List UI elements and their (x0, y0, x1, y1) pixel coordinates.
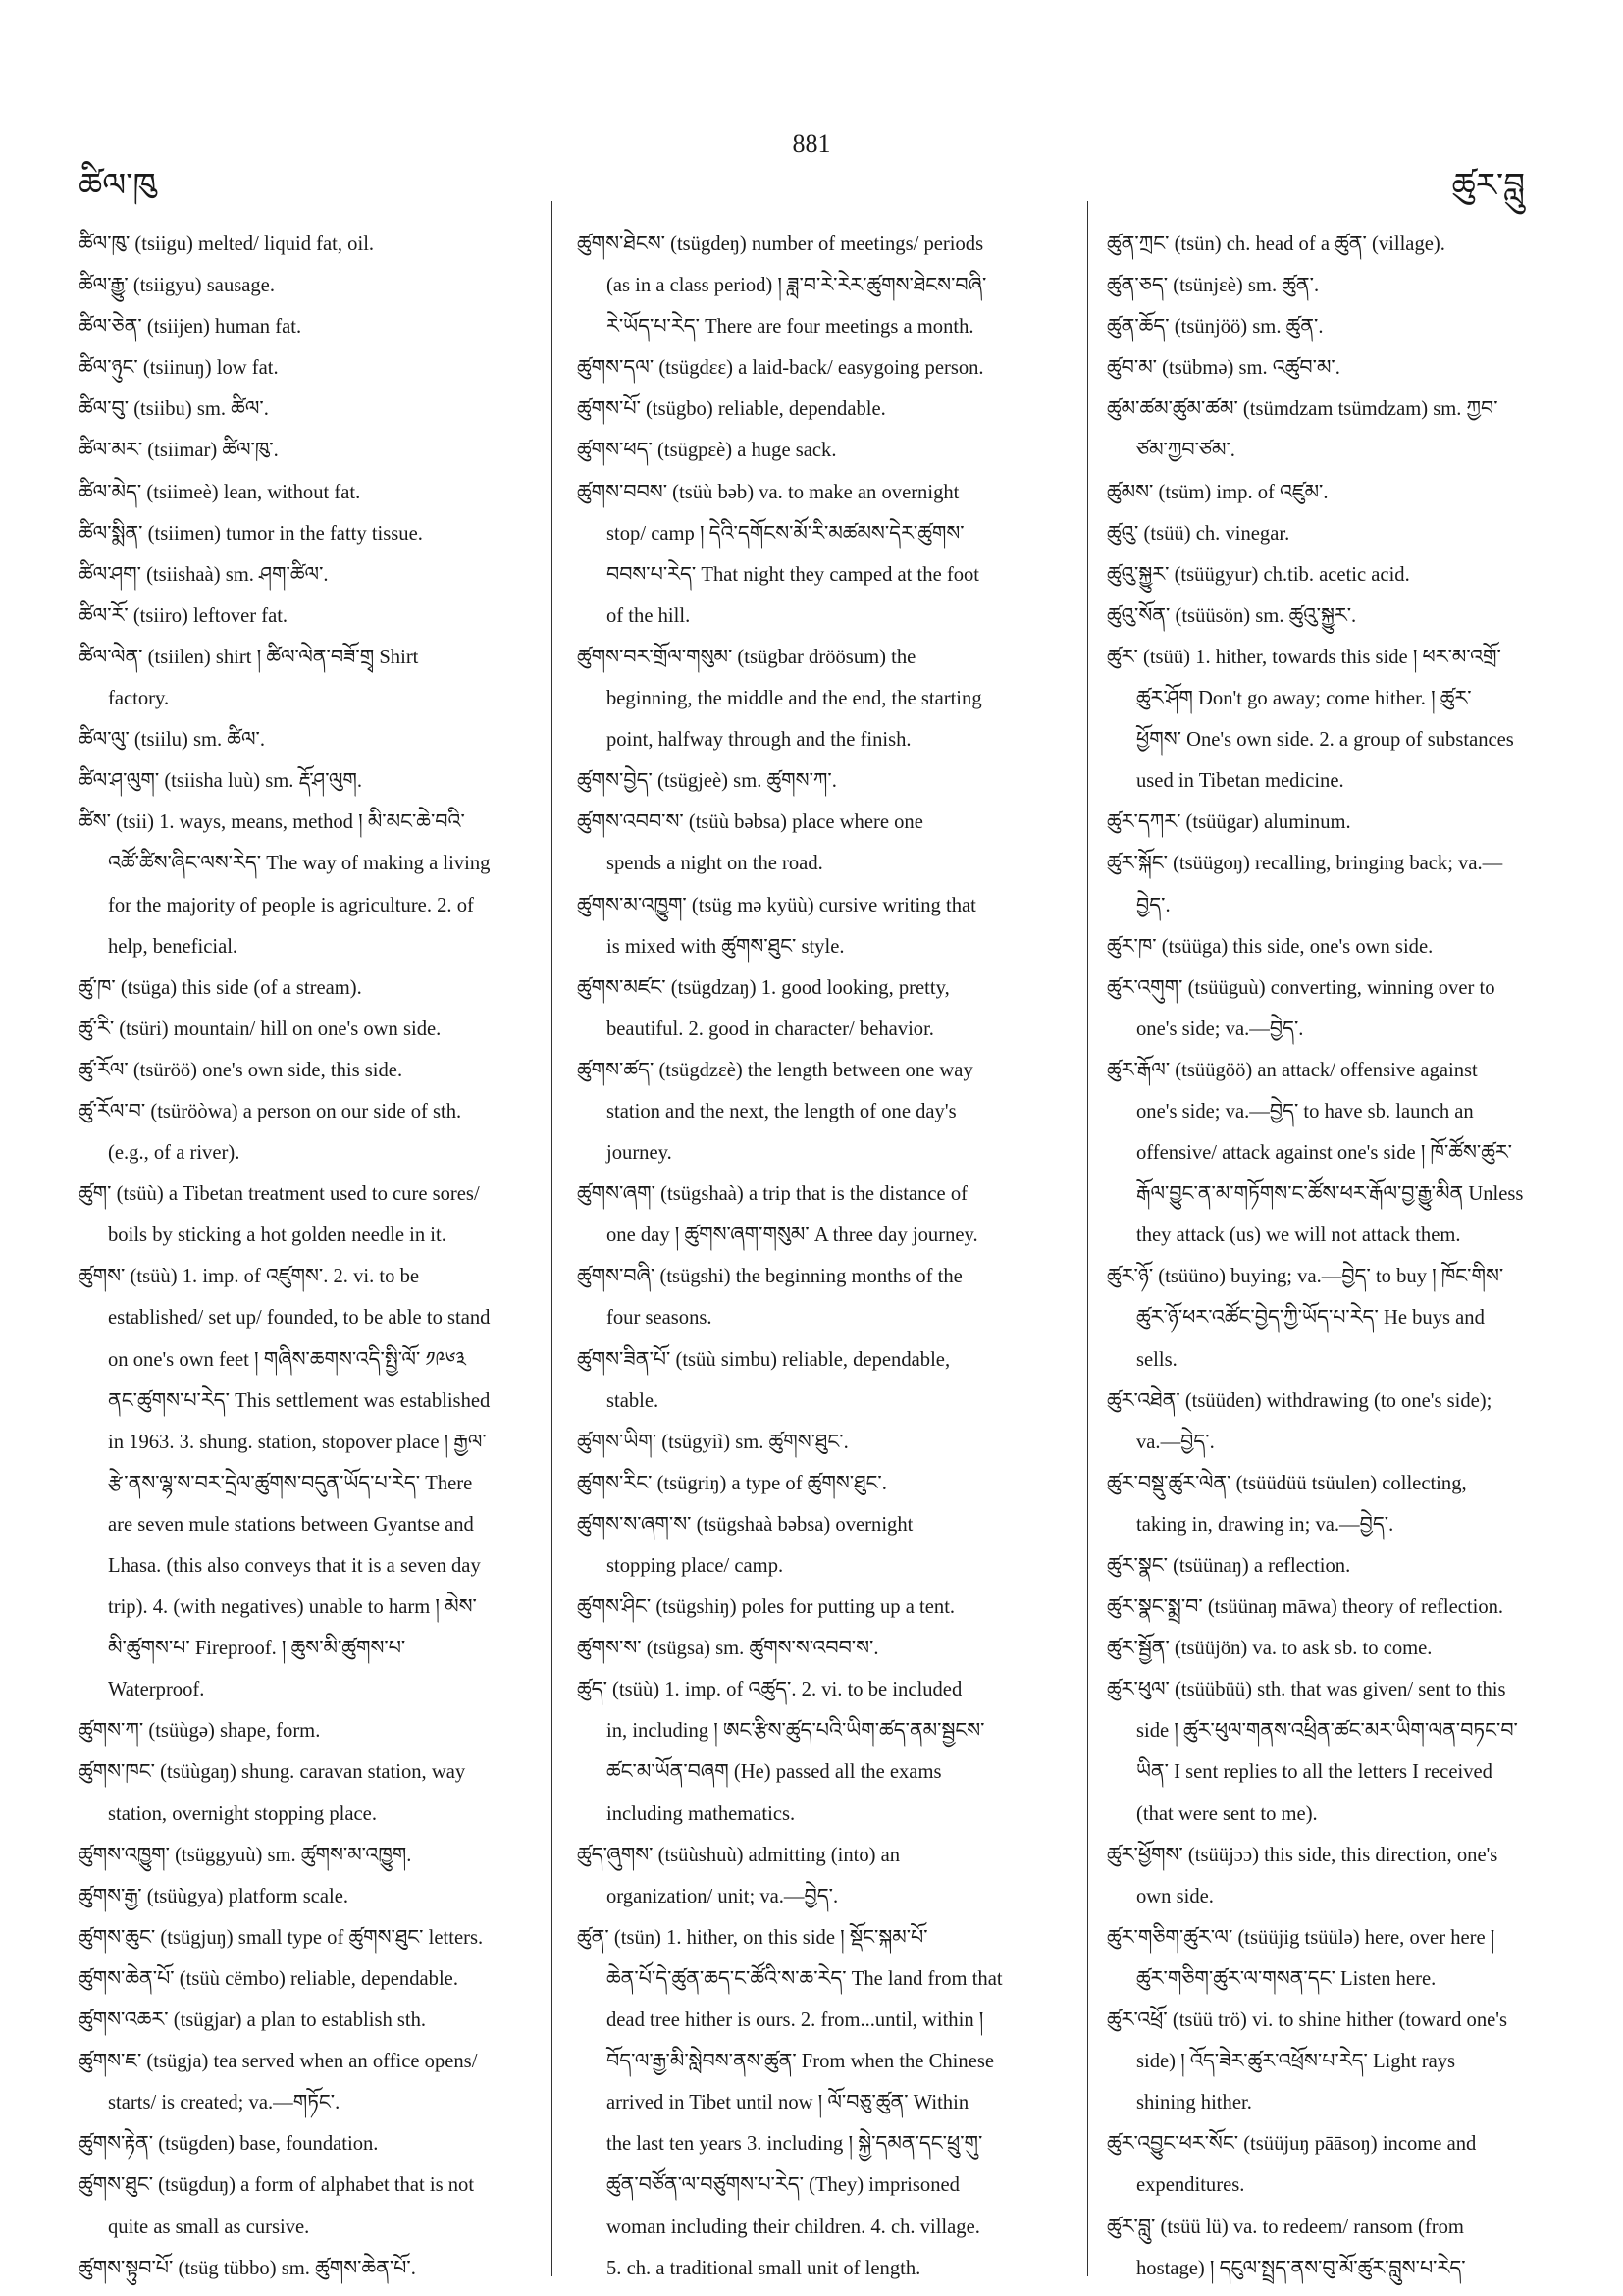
entry-line: ཚུགས་བྱེད་ (tsügjeè) sm. ཚུགས་ཀ་. (577, 770, 837, 793)
entry-line: ཚུའུ་སོན་ (tsüüsön) sm. ཚུའུ་སྐྱུར་. (1107, 604, 1357, 627)
entry-line: ཚུབ་མ་ (tsübmə) sm. འཚུབ་མ་. (1107, 357, 1340, 380)
entry-continuation-line: station and the next, the length of one day's (606, 1100, 957, 1122)
entry-continuation-line: ཚུར་ཉོ་ཕར་འཚོང་བྱེད་ཀྱི་ཡོད་པ་རེད་ He buys and (1136, 1307, 1485, 1330)
entry-line: ཚུགས་བར་གྲོལ་གསུམ་ (tsügbar dröösum) the (577, 646, 916, 668)
entry-line: ཚུགས་ཀ་ (tsüùgə) shape, form. (79, 1720, 321, 1743)
entry-continuation-line: one's side; va.—བྱེད་ to have sb. launch an (1136, 1100, 1474, 1122)
entry-continuation-line: མི་ཚུགས་པ་ Fireproof. ། ཆུས་མི་ཚུགས་པ་ (108, 1638, 406, 1660)
entry-continuation-line: (that were sent to me). (1136, 1802, 1318, 1825)
entry-continuation-line: for the majority of people is agriculture. 2. of (108, 894, 474, 916)
entry-line: ཚུགས་ཞག་ (tsügshaà) a trip that is the distance of (577, 1183, 968, 1206)
entry-line: ཚུམས་ (tsüm) imp. of འཛུམ་. (1107, 481, 1329, 503)
entry-line: ཚུར་རྒོལ་ (tsüügöö) an attack/ offensive against (1107, 1059, 1478, 1081)
entry-line: ཚུར་བླུ་ (tsüü lü) va. to redeem/ ransom (from (1107, 2216, 1464, 2238)
entry-continuation-line: on one's own feet ། གཞིས་ཆགས་འདི་སྤྱི་ལོ་ ༡༩༦༣ (108, 1348, 467, 1371)
entry-line: ཚིལ་བུ་ (tsiibu) sm. ཚིལ་. (79, 398, 269, 421)
entry-line: ཚུགས་པོ་ (tsügbo) reliable, dependable. (577, 398, 886, 421)
entry-continuation-line: in, including ། ཨང་རྩིས་ཚུད་པའི་ཡིག་ཚད་ནམ་སྦྱངས་ (606, 1720, 985, 1743)
entry-line: ཚུགས་ཚད་ (tsügdzεè) the length between one way (577, 1059, 973, 1081)
entry-continuation-line: own side. (1136, 1885, 1214, 1907)
entry-line: ཚུགས་མ་འཁྱུག་ (tsüg mə kyüù) cursive writing that (577, 894, 976, 916)
entry-line: ཚུགས་རིང་ (tsügriŋ) a type of ཚུགས་ཐུང་. (577, 1472, 887, 1494)
entry-line: ཚུགས་ཟིན་པོ་ (tsüù simbu) reliable, dependable, (577, 1348, 951, 1371)
entry-continuation-line: shining hither. (1136, 2092, 1252, 2114)
entry-continuation-line: ཚང་མ་ཡོན་བཞག (He) passed all the exams (606, 1761, 942, 1784)
entry-line: ཚུམ་ཚམ་ཚུམ་ཚམ་ (tsümdzam tsümdzam) sm. ཀྱབ་ (1107, 398, 1498, 421)
entry-line: ཚུར་ཉོ་ (tsüüno) buying; va.—བྱེད་ to buy ། ཁོང་གིས་ (1107, 1266, 1504, 1288)
entry-line: ཚིལ་སྨིན་ (tsiimen) tumor in the fatty tissue. (79, 522, 423, 545)
entry-line: ཚུར་ (tsüü) 1. hither, towards this side ། ཕར་མ་འགྲོ་ (1107, 646, 1501, 668)
entry-continuation-line: journey. (606, 1142, 672, 1165)
entry-line: ཚུགས་འཆར་ (tsügjar) a plan to establish sth. (79, 2009, 427, 2032)
entry-continuation-line: ནང་ཚུགས་པ་རེད་ This settlement was established (108, 1389, 491, 1412)
entry-line: ཚུགས་ (tsüù) 1. imp. of འཛུགས་. 2. vi. to be (79, 1266, 420, 1288)
entry-continuation-line: is mixed with ཚུགས་ཐུང་ style. (606, 935, 845, 958)
entry-continuation-line: (e.g., of a river). (108, 1142, 240, 1165)
entry-line: ཚུན་ཅད་ (tsünjεè) sm. ཚུན་. (1107, 275, 1320, 297)
entry-line: ཚུར་གཅིག་ཚུར་ལ་ (tsüüjig tsüülə) here, over here ། (1107, 1926, 1495, 1949)
entry-line: ཚུན་ཀྲང་ (tsün) ch. head of a ཚུན་ (village). (1107, 234, 1445, 255)
entry-line: ཚུ་ཁ་ (tsüga) this side (of a stream). (79, 976, 362, 999)
entry-line: ཚུར་འཕྲོ་ (tsüü trö) vi. to shine hither (toward one's (1107, 2009, 1508, 2032)
entry-line: ཚིལ་ལེན་ (tsiilen) shirt ། ཚིལ་ལེན་བཟོ་གྲྭ Shirt (79, 646, 419, 668)
entry-line: ཚུགས་འབབ་ས་ (tsüù bəbsa) place where one (577, 811, 923, 834)
entry-line: ཚུགས་ས་ཞག་ས་ (tsügshaà bəbsa) overnight (577, 1513, 914, 1536)
dictionary-column-2 (577, 224, 1068, 2289)
entry-continuation-line: help, beneficial. (108, 935, 238, 958)
entry-line: ཚུར་ཕུལ་ (tsüübüü) sth. that was given/ sent to this (1107, 1679, 1506, 1701)
entry-continuation-line: beginning, the middle and the end, the starting (606, 688, 982, 710)
entry-line: ཚུགས་ཕད་ (tsügpεè) a huge sack. (577, 440, 837, 462)
entry-line: ཚུགས་ཤིང་ (tsügshiŋ) poles for putting up a tent. (577, 1596, 956, 1619)
entry-continuation-line: quite as small as cursive. (108, 2216, 310, 2238)
entry-line: ཚིལ་མེད་ (tsiimeè) lean, without fat. (79, 481, 361, 503)
entry-continuation-line: offensive/ attack against one's side ། ཁོ་ཚོས་ཚུར་ (1136, 1142, 1513, 1165)
entry-continuation-line: taking in, drawing in; va.—བྱེད་. (1136, 1513, 1394, 1536)
entry-continuation-line: established/ set up/ founded, to be able to stand (108, 1307, 491, 1330)
entry-line: ཚུར་དཀར་ (tsüügar) aluminum. (1107, 811, 1351, 834)
entry-continuation-line: dead tree hither is ours. 2. from...until, within ། (606, 2009, 984, 2032)
entry-line: ཚུགས་ཆེན་པོ་ (tsüù cëmbo) reliable, dependable. (79, 1967, 458, 1990)
entry-continuation-line: including mathematics. (606, 1802, 796, 1825)
guide-word-left: ཚིལ་ཁུ (79, 166, 157, 205)
entry-line: ཚུར་སྣང་སྨྲ་བ་ (tsüünaŋ māwa) theory of reflection. (1107, 1596, 1504, 1619)
entry-continuation-line: starts/ is created; va.—གཏོང་. (108, 2092, 340, 2114)
entry-continuation-line: point, halfway through and the finish. (606, 729, 912, 752)
entry-continuation-line: va.—བྱེད་. (1136, 1431, 1215, 1453)
entry-line: ཚིལ་ལུ་ (tsiilu) sm. ཚིལ་. (79, 729, 265, 752)
entry-line: ཚུའུ་ (tsüü) ch. vinegar. (1107, 522, 1290, 545)
dictionary-column-1 (79, 224, 528, 2289)
entry-line: ཚིལ་མར་ (tsiimar) ཚིལ་ཁུ་. (79, 440, 279, 462)
entry-continuation-line: (as in a class period) ། ཟླ་བ་རེ་རེར་ཚུགས་ཐེངས་བཞི་ (606, 275, 987, 297)
entry-continuation-line: ཚུན་བཙོན་ལ་བཙུགས་པ་རེད་ (They) imprisoned (606, 2174, 960, 2197)
entry-continuation-line: ཙམ་ཀྱབ་ཙམ་. (1136, 440, 1235, 462)
entry-line: ཚིལ་ཁུ་ (tsiigu) melted/ liquid fat, oil. (79, 234, 375, 255)
entry-continuation-line: རྒོལ་བྱུང་ན་མ་གཏོགས་ང་ཚོས་ཕར་རྒོལ་བྱ་རྒྱུ་མིན Unless (1136, 1183, 1524, 1206)
entry-continuation-line: stopping place/ camp. (606, 1555, 784, 1577)
entry-line: ཚུད་ཞུགས་ (tsüùshuù) admitting (into) an (577, 1844, 901, 1866)
entry-line: ཚུ་རི་ (tsüri) mountain/ hill on one's own side. (79, 1018, 442, 1040)
entry-continuation-line: Lhasa. (this also conveys that it is a seven day (108, 1555, 481, 1577)
entry-line: ཚུད་ (tsüù) 1. imp. of འཚུད་. 2. vi. to be included (577, 1679, 963, 1701)
entry-line: ཚིལ་ཤག་ (tsiishaà) sm. ཤག་ཚིལ་. (79, 563, 329, 586)
entry-continuation-line: hostage) ། དངུལ་སྤྲད་ནས་བུ་མོ་ཚུར་བླུས་པ་རེད་ (1136, 2257, 1466, 2279)
entry-line: ཚུན་ཆོད་ (tsünjöö) sm. ཚུན་. (1107, 316, 1324, 339)
entry-continuation-line: Waterproof. (108, 1679, 205, 1701)
entry-line: ཚུགས་ཐུང་ (tsügduŋ) a form of alphabet that is not (79, 2174, 475, 2197)
entry-line: ཚུགས་མཛང་ (tsügdzaŋ) 1. good looking, pretty, (577, 976, 950, 999)
entry-continuation-line: ཚུར་ཤོག Don't go away; come hither. ། ཚུར་ (1136, 688, 1472, 710)
column-divider (551, 201, 552, 2276)
entry-line: ཚུགས་རྒྱ་ (tsüùgya) platform scale. (79, 1885, 349, 1907)
entry-continuation-line: བོད་ལ་རྒྱ་མི་སླེབས་ནས་ཚུན་ From when the Chinese (606, 2051, 994, 2073)
entry-continuation-line: factory. (108, 688, 170, 710)
entry-continuation-line: woman including their children. 4. ch. village. (606, 2216, 980, 2238)
entry-continuation-line: བབས་པ་རེད་ That night they camped at the foot (606, 563, 980, 586)
entry-continuation-line: འཚོ་ཚིས་ཞིང་ལས་རེད་ The way of making a living (108, 853, 491, 875)
entry-line: ཚུར་ཁ་ (tsüüga) this side, one's own side. (1107, 935, 1434, 958)
entry-line: ཚུགས་རྟེན་ (tsügden) base, foundation. (79, 2133, 379, 2156)
entry-line: ཚུགས་སྟུབ་པོ་ (tsüg tübbo) sm. ཚུགས་ཆེན་པོ་. (79, 2257, 416, 2279)
entry-line: ཚུར་འབྱུང་ཕར་སོང་ (tsüüjuŋ pāāsoŋ) income and (1107, 2133, 1477, 2156)
entry-continuation-line: trip). 4. (with negatives) unable to harm ། མེས་ (108, 1596, 477, 1619)
entry-line: ཚིལ་རྒྱུ་ (tsiigyu) sausage. (79, 275, 275, 297)
entry-line: ཚུགས་ཡིག་ (tsügyiì) sm. ཚུགས་ཐུང་. (577, 1431, 849, 1453)
entry-continuation-line: stable. (606, 1389, 659, 1412)
entry-continuation-line: one day ། ཚུགས་ཞག་གསུམ་ A three day journey. (606, 1225, 978, 1247)
entry-line: ཚུར་སྐོང་ (tsüügoŋ) recalling, bringing back; va.— (1107, 853, 1503, 875)
dictionary-column-3 (1107, 224, 1597, 2289)
entry-line: ཚུགས་ཇ་ (tsügja) tea served when an office opens/ (79, 2051, 478, 2073)
entry-continuation-line: side) ། འོད་ཟེར་ཚུར་འཕྲོས་པ་རེད་ Light rays (1136, 2051, 1456, 2073)
entry-line: ཚུར་ཕྱོགས་ (tsüüjɔɔ) this side, this direction, one's (1107, 1844, 1498, 1866)
entry-line: ཚུགས་བབས་ (tsüù bəb) va. to make an overnight (577, 481, 960, 503)
entry-line: ཚིལ་རོ་ (tsiiro) leftover fat. (79, 604, 288, 627)
entry-line: ཚུར་འཐེན་ (tsüüden) withdrawing (to one's side); (1107, 1389, 1492, 1412)
entry-continuation-line: side ། ཚུར་ཕུལ་གནས་འཕྲིན་ཚང་མར་ཡིག་ལན་བཏང་བ་ (1136, 1720, 1518, 1743)
entry-continuation-line: they attack (us) we will not attack them. (1136, 1225, 1461, 1247)
entry-continuation-line: in 1963. 3. shung. station, stopover place ། རྒྱལ་ (108, 1431, 487, 1453)
entry-line: ཚུར་བསྡུ་ཚུར་ལེན་ (tsüüdüü tsüulen) collecting, (1107, 1472, 1467, 1494)
entry-line: ཚིས་ (tsii) 1. ways, means, method ། མི་མང་ཆེ་བའི་ (79, 811, 465, 834)
entry-line: ཚིལ་ཉུང་ (tsiinuŋ) low fat. (79, 357, 279, 380)
entry-continuation-line: used in Tibetan medicine. (1136, 770, 1344, 793)
entry-continuation-line: stop/ camp ། དེའི་དགོངས་མོ་རི་མཚམས་དེར་ཚུགས་ (606, 522, 965, 545)
entry-continuation-line: are seven mule stations between Gyantse and (108, 1513, 474, 1536)
entry-line: ཚུགས་དལ་ (tsügdεε) a laid-back/ easygoing person. (577, 357, 984, 380)
entry-line: ཚུགས་ས་ (tsügsa) sm. ཚུགས་ས་འབབ་ས་. (577, 1638, 879, 1660)
entry-continuation-line: of the hill. (606, 604, 691, 627)
entry-line: ཚུ་རོལ་ (tsüröö) one's own side, this side. (79, 1059, 403, 1081)
entry-continuation-line: beautiful. 2. good in character/ behavior. (606, 1018, 934, 1040)
entry-continuation-line: boils by sticking a hot golden needle in it. (108, 1225, 446, 1247)
entry-line: ཚུགས་འཁྱུག་ (tsüggyuù) sm. ཚུགས་མ་འཁྱུག. (79, 1844, 412, 1866)
entry-continuation-line: one's side; va.—བྱེད་. (1136, 1018, 1304, 1040)
guide-word-right: ཚུར་བླུ (1451, 166, 1525, 205)
entry-continuation-line: ཕྱོགས་ One's own side. 2. a group of substances (1136, 729, 1514, 752)
entry-continuation-line: the last ten years 3. including ། སྐྱེ་དམན་དང་ཕྲུ་གུ་ (606, 2133, 983, 2156)
entry-continuation-line: expenditures. (1136, 2174, 1245, 2197)
entry-continuation-line: arrived in Tibet until now ། ལོ་བཅུ་ཚུན་ Within (606, 2092, 969, 2114)
entry-continuation-line: sells. (1136, 1348, 1178, 1371)
entry-line: ཚུགས་ཆུང་ (tsügjuŋ) small type of ཚུགས་ཐུང་ letters. (79, 1926, 484, 1949)
column-divider (1087, 201, 1088, 2276)
page-number: 881 (792, 130, 831, 158)
entry-line: ཚུག་ (tsüù) a Tibetan treatment used to cure sores/ (79, 1183, 480, 1206)
entry-line: ཚུགས་ཁང་ (tsüùgaŋ) shung. caravan station, way (79, 1761, 466, 1784)
entry-line: ཚུན་ (tsün) 1. hither, on this side ། སྡོང་སྐམ་པོ་ (577, 1926, 928, 1949)
entry-continuation-line: རེ་ཡོད་པ་རེད་ There are four meetings a month. (606, 316, 974, 339)
entry-line: ཚིལ་ཤ་ལུག་ (tsiisha luù) sm. རྡོ་ཤ་ལུག. (79, 770, 363, 793)
entry-continuation-line: བྱེད་. (1136, 894, 1171, 916)
entry-line: ཚུ་རོལ་བ་ (tsüröòwa) a person on our side of sth. (79, 1100, 462, 1122)
entry-continuation-line: four seasons. (606, 1307, 712, 1330)
entry-line: ཚུགས་ཐེངས་ (tsügdeŋ) number of meetings/ periods (577, 234, 984, 255)
entry-continuation-line: ཚུར་གཅིག་ཚུར་ལ་གསན་དང་ Listen here. (1136, 1967, 1437, 1990)
entry-line: ཚུར་སྣང་ (tsüünaŋ) a reflection. (1107, 1555, 1351, 1577)
entry-line: ཚུར་འགུག་ (tsüüguù) converting, winning over to (1107, 976, 1495, 999)
entry-line: ཚུའུ་སྐྱུར་ (tsüügyur) ch.tib. acetic acid. (1107, 563, 1410, 586)
entry-continuation-line: spends a night on the road. (606, 853, 823, 875)
entry-line: ཚིལ་ཅེན་ (tsiijen) human fat. (79, 316, 302, 339)
entry-continuation-line: station, overnight stopping place. (108, 1802, 377, 1825)
entry-line: ཚུགས་བཞི་ (tsügshi) the beginning months of the (577, 1266, 963, 1288)
entry-continuation-line: organization/ unit; va.—བྱེད་. (606, 1885, 839, 1907)
entry-continuation-line: རྩེ་ནས་ལྷ་ས་བར་དྲེལ་ཚུགས་བདུན་ཡོད་པ་རེད་ There (108, 1472, 473, 1494)
entry-continuation-line: ཡིན་ I sent replies to all the letters I received (1136, 1761, 1492, 1784)
entry-line: ཚུར་སྦྱོན་ (tsüüjön) va. to ask sb. to come. (1107, 1638, 1433, 1660)
entry-continuation-line: 5. ch. a traditional small unit of length. (606, 2257, 921, 2279)
entry-continuation-line: ཆེན་པོ་དེ་ཚུན་ཆད་ང་ཚོའི་ས་ཆ་རེད་ The land from that (606, 1967, 1003, 1990)
